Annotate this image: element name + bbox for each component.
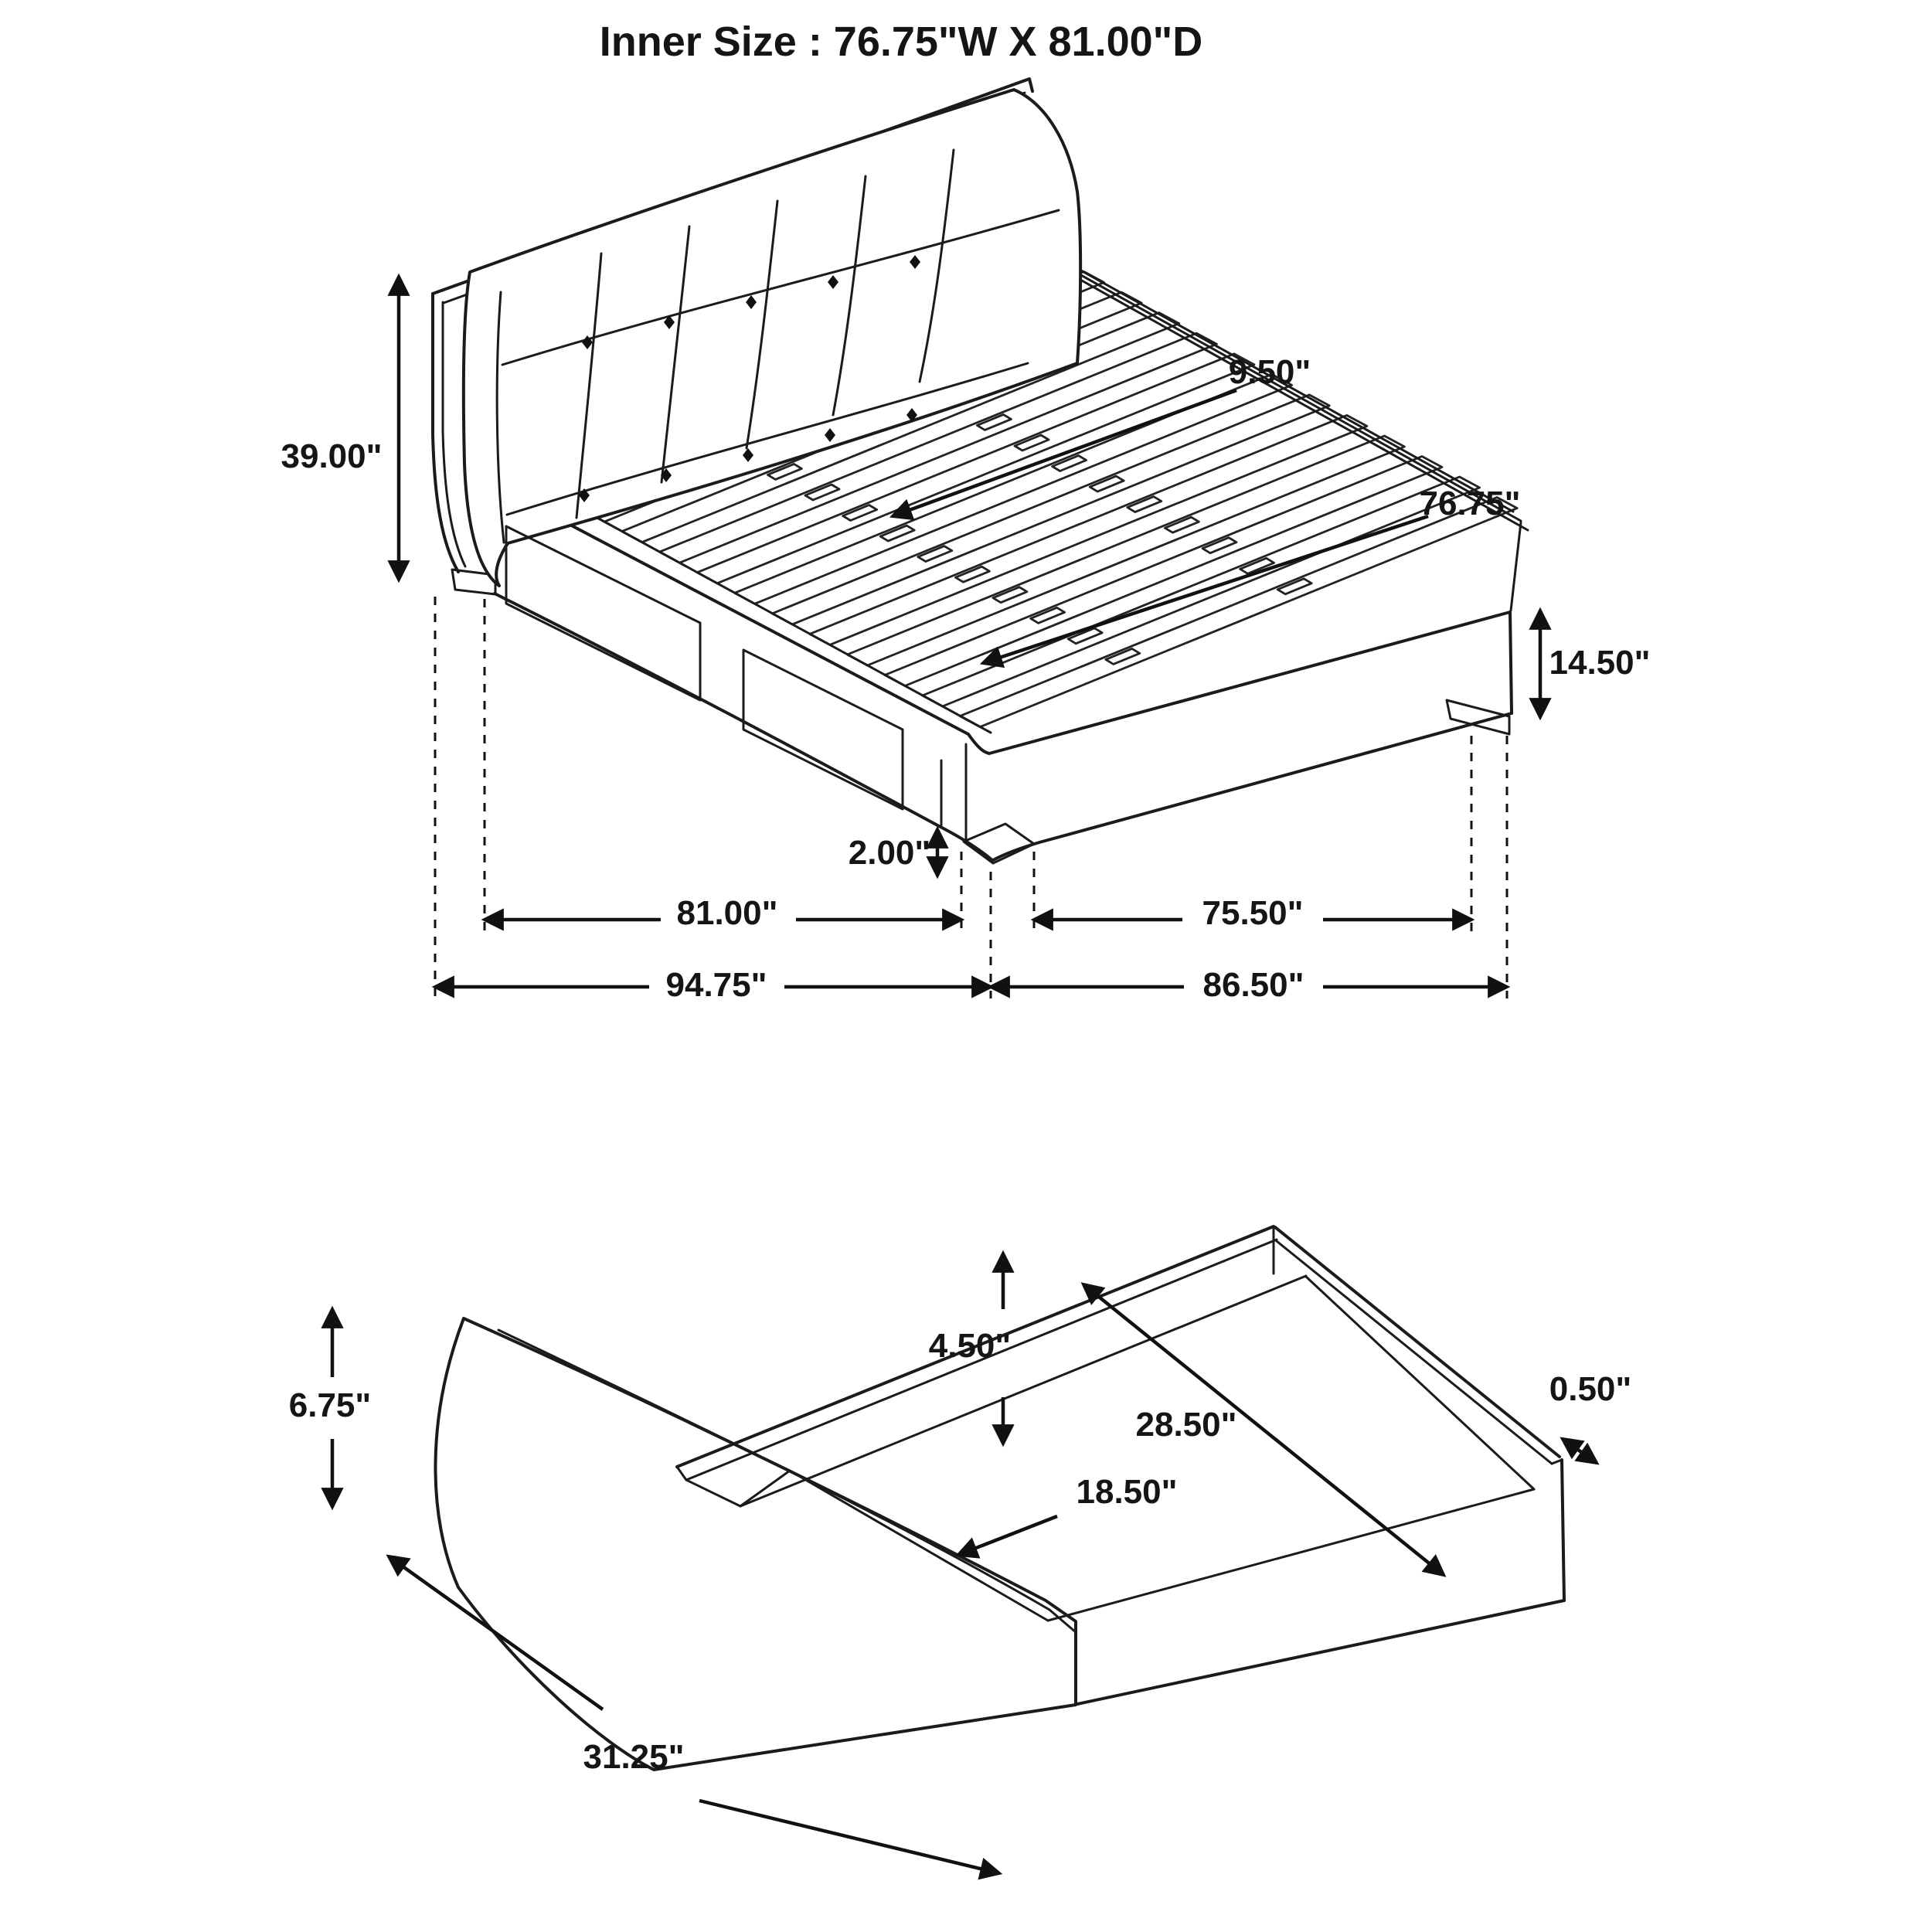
- dim-rail-height: 14.50": [1549, 644, 1651, 682]
- dim-drawer-front-height: 6.75": [288, 1386, 372, 1424]
- back-wall-inner-base: [740, 1276, 1306, 1506]
- slat-connector: [1277, 579, 1311, 594]
- dim-drawer-inner-height: 4.50": [928, 1327, 1012, 1365]
- slat-connector: [1106, 648, 1140, 664]
- footboard-right-edge: [1510, 612, 1512, 713]
- slat-connector: [955, 566, 989, 582]
- right-corner-outer-edge: [1562, 1460, 1564, 1600]
- footboard-bottom-edge: [993, 713, 1512, 860]
- slat-connector: [1090, 476, 1124, 492]
- frame-left-inner: [443, 302, 465, 566]
- dim-inner-width: 76.75": [1419, 485, 1521, 522]
- drawer-front-panel: [435, 1318, 1076, 1770]
- drawer-isometric-drawing: [289, 1226, 1632, 1873]
- slat-connector: [1015, 435, 1049, 451]
- right-corner-edge: [1511, 522, 1521, 611]
- dim-arrow-31-25-down: [699, 1801, 999, 1873]
- storage-drawer-front-2: [743, 650, 903, 809]
- dim-overall-depth: 94.75": [665, 966, 767, 1004]
- dim-leader-18-50: [958, 1516, 1057, 1555]
- headboard-cushion: [464, 90, 1080, 586]
- dim-inner-depth: 81.00": [676, 894, 778, 932]
- bottom-panel-front-edge: [1077, 1600, 1564, 1704]
- cushion-outline: [464, 90, 1080, 586]
- page-title: Inner Size : 76.75"W X 81.00"D: [599, 19, 1203, 65]
- right-wall-top-inner: [1277, 1241, 1552, 1464]
- bed-isometric-drawing: [281, 79, 1651, 1004]
- dim-drawer-panel-thickness: 0.50": [1549, 1370, 1632, 1408]
- right-wall-top-outer: [1275, 1227, 1560, 1457]
- dim-drawer-front-width: 31.25": [583, 1738, 685, 1776]
- slat-connector: [1031, 607, 1065, 623]
- dim-leg-height: 2.00": [848, 834, 931, 872]
- slat-connector: [1202, 538, 1236, 553]
- slat-connector: [1165, 517, 1199, 532]
- dim-arrow-0-50: [1563, 1439, 1597, 1463]
- slat-connector: [1053, 456, 1087, 471]
- slat-connector: [880, 526, 914, 541]
- slat-connector: [805, 485, 839, 500]
- dim-footboard-inner-width: 75.50": [1202, 894, 1304, 932]
- slat-connector: [1128, 497, 1162, 512]
- dim-headboard-height: 39.00": [281, 437, 383, 475]
- dim-drawer-inner-width: 18.50": [1076, 1473, 1178, 1511]
- dim-slat-width: 9.50": [1228, 353, 1311, 391]
- footboard-top-edge: [968, 612, 1510, 753]
- right-wall-inner-base: [1306, 1277, 1534, 1489]
- dim-overall-width: 86.50": [1202, 966, 1304, 1004]
- dim-drawer-inner-depth: 28.50": [1135, 1406, 1237, 1444]
- slat-connector: [977, 414, 1011, 430]
- dim-leader-76-75: [983, 516, 1428, 663]
- frame-left-edge: [433, 294, 458, 572]
